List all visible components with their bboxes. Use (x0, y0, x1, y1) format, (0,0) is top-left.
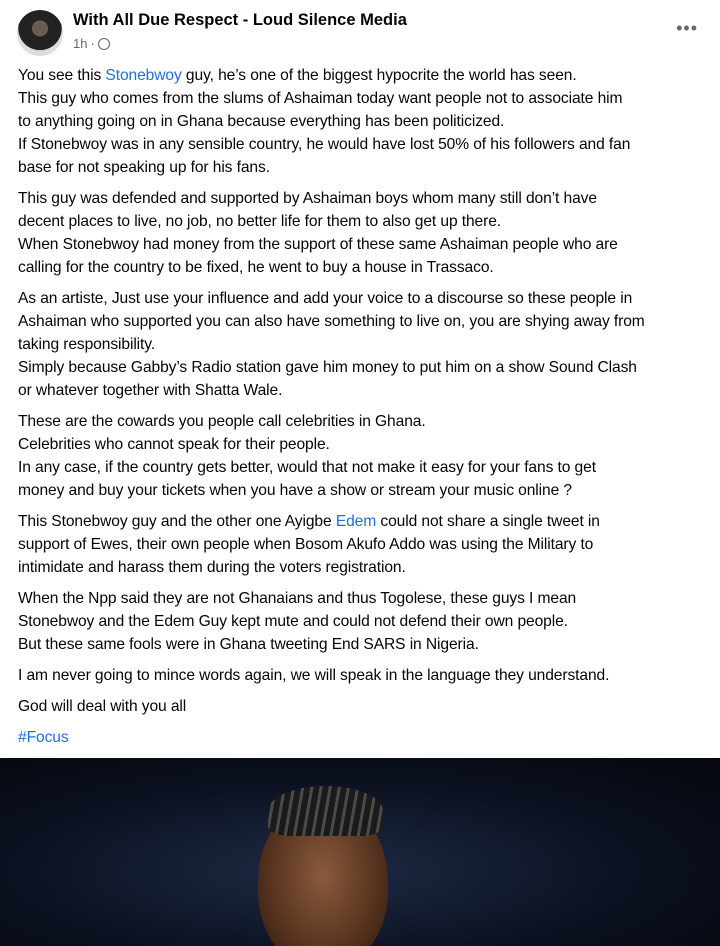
text-line (18, 133, 713, 156)
text-segment: guy, he’s one of the biggest hypocrite the world has seen. (181, 67, 577, 84)
text-line (18, 726, 713, 749)
text-segment: When the Npp said they are not Ghanaians and thus Togolese, these guys I mean (18, 590, 577, 607)
text-segment: Stonebwoy and the Edem Guy kept mute and could not defend their own people. (18, 613, 568, 630)
text-segment: But these same fools were in Ghana tweeting End SARS in Nigeria. (18, 636, 479, 653)
text-segment: could not share a single tweet in (376, 513, 600, 530)
text-line (18, 510, 713, 533)
text-line (18, 287, 713, 310)
hashtag-link[interactable]: #Focus (18, 729, 69, 746)
text-segment: This guy who comes from the slums of Ashaiman today want people not to associate him (18, 90, 623, 107)
photo-hair (268, 786, 383, 836)
text-line (18, 64, 713, 87)
text-line (18, 610, 713, 633)
post-meta (73, 36, 110, 51)
more-options-button[interactable]: ••• (676, 18, 698, 38)
text-segment: money and buy your tickets when you have a show or stream your music online ? (18, 482, 572, 499)
text-line (18, 379, 713, 402)
text-segment: Celebrities who cannot speak for their people. (18, 436, 330, 453)
text-line (18, 456, 713, 479)
post-text (18, 64, 713, 757)
post-time[interactable]: 1h (73, 36, 88, 51)
text-line (18, 410, 713, 433)
text-segment: Simply because Gabby’s Radio station gave him money to put him on a show Sound Clash (18, 359, 637, 376)
post-paragraph (18, 64, 713, 179)
text-line (18, 633, 713, 656)
text-segment: This Stonebwoy guy and the other one Ayigbe (18, 513, 336, 530)
post-paragraph (18, 187, 713, 279)
text-segment: When Stonebwoy had money from the support of these same Ashaiman people who are (18, 236, 618, 253)
text-line (18, 87, 713, 110)
text-segment: base for not speaking up for his fans. (18, 159, 270, 176)
text-line (18, 433, 713, 456)
post-paragraph (18, 287, 713, 402)
globe-icon (98, 38, 110, 50)
text-line (18, 556, 713, 579)
post-paragraph (18, 587, 713, 656)
text-line (18, 333, 713, 356)
post-photo[interactable] (0, 758, 720, 946)
post-paragraph (18, 695, 713, 718)
author-name[interactable]: With All Due Respect - Loud Silence Media (73, 11, 407, 29)
post-paragraph (18, 410, 713, 502)
text-segment: support of Ewes, their own people when Bosom Akufo Addo was using the Military to (18, 536, 594, 553)
text-line (18, 187, 713, 210)
text-segment: decent places to live, no job, no better life for them to also get up there. (18, 213, 502, 230)
post-header (0, 0, 720, 60)
text-segment: These are the cowards you people call celebrities in Ghana. (18, 413, 426, 430)
text-line (18, 533, 713, 556)
text-line (18, 210, 713, 233)
text-segment: This guy was defended and supported by Ashaiman boys whom many still don’t have (18, 190, 597, 207)
author-avatar[interactable] (17, 10, 63, 56)
text-segment: or whatever together with Shatta Wale. (18, 382, 283, 399)
text-segment: You see this (18, 67, 106, 84)
text-line (18, 156, 713, 179)
text-line (18, 695, 713, 718)
text-segment: God will deal with you all (18, 698, 187, 715)
text-segment: to anything going on in Ghana because everything has been politicized. (18, 113, 505, 130)
text-segment: I am never going to mince words again, we will speak in the language they understand. (18, 667, 610, 684)
text-segment: calling for the country to be fixed, he went to buy a house in Trassaco. (18, 259, 494, 276)
text-line (18, 479, 713, 502)
post-paragraph (18, 510, 713, 579)
text-segment: Ashaiman who supported you can also have something to live on, you are shying away from (18, 313, 645, 330)
text-line (18, 587, 713, 610)
text-segment: intimidate and harass them during the voters registration. (18, 559, 406, 576)
text-line (18, 310, 713, 333)
text-segment: taking responsibility. (18, 336, 156, 353)
mention-link[interactable]: Edem (335, 513, 377, 530)
text-line (18, 664, 713, 687)
text-line (18, 110, 713, 133)
post-paragraph (18, 664, 713, 687)
text-line (18, 356, 713, 379)
meta-separator: · (90, 36, 95, 51)
text-line (18, 233, 713, 256)
mention-link[interactable]: Stonebwoy (105, 67, 182, 84)
text-segment: In any case, if the country gets better, would that not make it easy for your fans to get (18, 459, 596, 476)
text-segment: As an artiste, Just use your influence and add your voice to a discourse so these people in (18, 290, 633, 307)
text-segment: If Stonebwoy was in any sensible country, he would have lost 50% of his followers and fan (18, 136, 631, 153)
text-line (18, 256, 713, 279)
post-paragraph (18, 726, 713, 749)
